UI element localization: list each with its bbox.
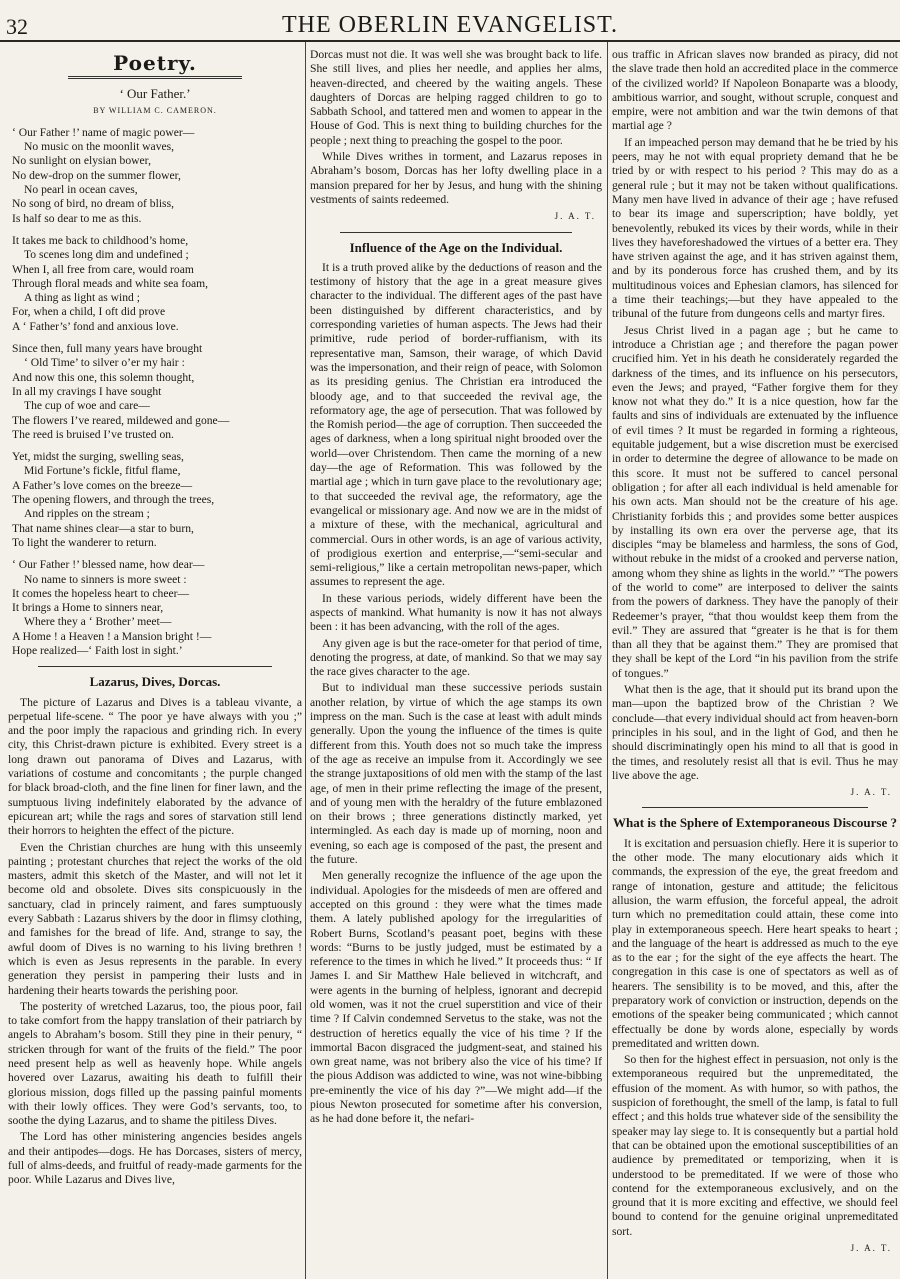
article-title-extemporaneous: What is the Sphere of Extemporaneous Discourse ? bbox=[613, 815, 897, 831]
poem-stanza bbox=[8, 126, 302, 226]
verse-line: And ripples on the stream ; bbox=[24, 507, 150, 521]
verse-line: No sunlight on elysian bower, bbox=[12, 154, 151, 168]
column-1 bbox=[8, 48, 302, 1275]
article-paragraph: The Lord has other ministering angencies besides angels and their antipodes—dogs. He has Dorcases, sisters of mercy, full of alms-deeds, and fruitful of ready-made garments for the poor. While Lazarus and Dives live, bbox=[8, 1130, 302, 1187]
article-paragraph: Jesus Christ lived in a pagan age ; but he came to introduce a Christian age ; and therefore the pagan power crucified him. Yet in his death he considerately regarded the darkness of the times, and its influence on his persecutors, even the Jews; and prayed, “Father forgive them for they know not what they do.” It is a nice question, how far the faults and sins of individuals are extenuated by the influence of evil times ? It must be regarded in forming a righteous, equitable judgement, but a wise discretion must be exercised in order to determine the degree of allowance to be made on this score. It must not be suffered to cancel personal obligation ; for after all each individual is held amenable for his own acts. Man should not be the creature of his age. Christianity forbids this ; and provides some better auspices by installing its own era over the perverse age, that its disciples “may be blameless and harmless, the sons of God, without rebuke in the midst of a crooked and perverse nation, among whom they shine as lights in the world.” “The powers of the world to come” are interposed to deliver the saints from the powers of darkness. They have the panoply of their Redeemer’s prayer, “that thou wouldst keep them from the evil.” They are assured that “greater is he that is for them than all they that be against them.” They are promised that they shall be kept of the Lord “in his pavilion from the strife of tongues.” bbox=[612, 323, 898, 680]
article-divider bbox=[642, 807, 868, 808]
verse-line: The flowers I’ve reared, mildewed and gone— bbox=[12, 413, 230, 427]
verse-line: No name to sinners is more sweet : bbox=[24, 572, 187, 586]
author-signature: J. A. T. bbox=[554, 211, 596, 222]
verse-line: The reed is bruised I’ve trusted on. bbox=[12, 427, 174, 441]
verse-line: It takes me back to childhood’s home, bbox=[12, 233, 189, 247]
article-paragraph: While Dives writhes in torment, and Lazarus reposes in Abraham’s bosom, Dorcas has her lofty dwelling place in a mansion prepared for her by Jesus, and hung with the shining vestments of saints redeemed. bbox=[310, 150, 602, 206]
verse-line: When I, all free from care, would roam bbox=[12, 262, 194, 276]
page-number: 32 bbox=[6, 14, 28, 39]
poem-body bbox=[8, 126, 302, 658]
article-paragraph: Any given age is but the race-ometer for that period of time, denoting the progress, at date, of mankind. So that we may say the race gives character to the age. bbox=[310, 636, 602, 679]
verse-line: No song of bird, no dream of bliss, bbox=[12, 197, 174, 211]
poetry-section-heading: Poetry. bbox=[113, 51, 197, 75]
author-signature: J. A. T. bbox=[850, 787, 892, 798]
verse-line: For, when a child, I oft did prove bbox=[12, 305, 166, 319]
poem-stanza bbox=[8, 558, 302, 658]
poem-stanza bbox=[8, 450, 302, 550]
article-title-lazarus: Lazarus, Dives, Dorcas. bbox=[89, 674, 221, 690]
article-paragraph: Men generally recognize the influence of the age upon the individual. Apologies for the misdeeds of men are offered and accepted on this ground : they were what the times made them. A lately published apology for the irregularities of Robert Burns, Scotland’s peasant poet, begins with these words: “Burns to be justly judged, must be estimated by a reference to the times in which he lived.” It proceeds thus: “ If James I. and Sir Matthew Hale believed in witchcraft, and were agents in the burning of helpless, ignorant and decrepid old women, was it not the cruel superstition and vice of their time ? If Calvin condemned Servetus to the stake, was not the destruction of heretics equally the vice of his time ? If the immortal Bacon disgraced the judgment-seat, and stained his own great name, was not bribery also the vice of his time? If the pious Addison was addicted to wine, was not wine-bibbing pre-eminently the vice of his day ?”—We might add—if the pious Newton prosecuted for sometime after his conversion, as he had done before it, the nefari- bbox=[310, 869, 602, 1126]
article-paragraph: ous traffic in African slaves now branded as piracy, did not the slave trade then hold an accredited place in the commerce of the civilized world? If Napoleon Bonaparte was a bloody, ambitious warrior, and sought, without scruple, conquest and empire, were not ambition and war the twin demons of that martial age ? bbox=[612, 48, 898, 133]
verse-line: Hope realized—‘ Faith lost in sight.’ bbox=[12, 643, 183, 657]
masthead bbox=[0, 0, 900, 42]
poem-stanza bbox=[8, 342, 302, 442]
verse-line: Mid Fortune’s fickle, fitful flame, bbox=[24, 464, 181, 478]
verse-line: Yet, midst the surging, swelling seas, bbox=[12, 450, 184, 464]
verse-line: It brings a Home to sinners near, bbox=[12, 601, 164, 615]
article-title-influence: Influence of the Age on the Individual. bbox=[349, 239, 563, 255]
verse-line: In all my cravings I have sought bbox=[12, 384, 162, 398]
verse-line: To scenes long dim and undefined ; bbox=[24, 248, 189, 262]
verse-line: ‘ Old Time’ to silver o’er my hair : bbox=[24, 356, 185, 370]
verse-line: Where they a ‘ Brother’ meet— bbox=[24, 615, 172, 629]
section-divider bbox=[68, 76, 242, 79]
verse-line: Through floral meads and white sea foam, bbox=[12, 276, 209, 290]
poem-title: ‘ Our Father.’ bbox=[119, 86, 191, 102]
verse-line: A Home ! a Heaven ! a Mansion bright !— bbox=[12, 629, 212, 643]
poem-stanza bbox=[8, 234, 302, 334]
author-signature: J. A. T. bbox=[850, 1243, 892, 1254]
article-paragraph: It is a truth proved alike by the deductions of reason and the testimony of history that the age in a great measure gives character to the individual. The different ages of the past have been distinguished by different characteristics, and by corresponding varieties of human aspects. The Jews had their primitive, rude period of border-ruffianism, with its representative man, Samson, their warage, of which David was the impersonation, and their reign of peace, with Solomon as its presiding genius. The Christian era introduced the bloody age, and to that succeeded the revival age, the reformatory age, the age of persecution. That was followed by the Romish period—the age of corruption. Then succeeded the ages of darkness, when a long spiritual night brooded over the world—over Christendom. Then came the morning of a new day—the age of Reformation. This was followed by the martial age ; which in turn gave place to the revolutionary age; to that succeeded the revival age, the reformatory, age the evangelical or missionary age. And now we are in the midst of a mixture of these, with the mechanical, agricultural and commercial. Ours in other words, is an age of various activity, of prodigious exertion and enterprise,—“semi-secular and semi-religious,” like a certain metropolitan news-paper, which assumes to represent the age. bbox=[310, 260, 602, 589]
verse-line: That name shines clear—a star to burn, bbox=[12, 521, 194, 535]
article-divider bbox=[38, 666, 272, 667]
verse-line: A thing as light as wind ; bbox=[24, 291, 140, 305]
article-paragraph: The picture of Lazarus and Dives is a tableau vivante, a perpetual life-scene. “ The poor ye have always with you ;” and the poor imply the rapacious and grinding rich. In every city, this Christ-drawn picture is exhibited. Every street is a long drawn out panorama of Dives and Lazarus, with variations of costume and concomitants ; the purple changed for black broad-cloth, and the fine linen for finer lawn, and the sumptuous living indefinitely elaborated by the advance of epicurean art; while the rags and sores of starvation still lend their horrors to heighten the effect of the picture. bbox=[8, 695, 302, 838]
article-paragraph: Dorcas must not die. It was well she was brought back to life. She still lives, and plies her needle, and applies her alms, heaven-directed, and cheered by the waiting angels. These daughters of Dorcas are helping ragged children to go to Sabbath School, and tattered men and women to appear in the House of God. This is next thing to building churches for the people ; next thing to preaching the gospel to the poor. bbox=[310, 48, 602, 147]
article-paragraph: Even the Christian churches are hung with this unseemly painting ; protestant churches that reject the works of the old masters, admit this sketch of the Master, and will not let it become old and obsolete. Dives sits conspicuously in the sanctuary, clad in princely raiment, and fares sumptuously every Sabbath : Lazarus shivers by the door in flimsy clothing, and famishes for the bread of life. And, strange to say, the awful doom of Dives is no warning to his living brethren ! which is even as Jesus represents in the parable. In every generation they persist in pampering their lusts and in hardening their hearts towards the perishing poor. bbox=[8, 840, 302, 997]
verse-line: No dew-drop on the summer flower, bbox=[12, 168, 181, 182]
verse-line: Is half so dear to me as this. bbox=[12, 211, 142, 225]
article-paragraph: The posterity of wretched Lazarus, too, the pious poor, fail to take comfort from the happy translation of their patriarch by angels to Abraham’s bosom. Still they pine in their penury, “ stricken through for want of the fruits of the field.” The poor need present help as well as heavenly hope. While angels hovered over Lazarus, awaiting his death to fulfill their glorious mission, dogs filled up the passing painful moments with their lowly offices. They were God’s servants, too, to soothe the dying Lazarus, and to shame the pitiless Dives. bbox=[8, 999, 302, 1128]
column-2 bbox=[310, 48, 602, 1275]
verse-line: ‘ Our Father !’ blessed name, how dear— bbox=[12, 558, 205, 572]
article-paragraph: In these various periods, widely different have been the aspects of mankind. What humanity is now it has not always been : it has been advancing, with the roll of the ages. bbox=[310, 591, 602, 634]
verse-line: ‘ Our Father !’ name of magic power— bbox=[12, 125, 195, 139]
verse-line: And now this one, this solemn thought, bbox=[12, 370, 195, 384]
column-3 bbox=[612, 48, 898, 1275]
poem-byline: BY WILLIAM C. CAMERON. bbox=[93, 105, 217, 115]
verse-line: No music on the moonlit waves, bbox=[24, 140, 175, 154]
article-paragraph: So then for the highest effect in persuasion, not only is the extemporaneous required but the unpremeditated, the effusion of the moment. As with humor, so with pathos, the suspicion of forethought, the smell of the lamp, is fatal to full effect ; and this holds true whatever side of the sensibility the speaker may lay siege to. It is consequently but a partial hold that can be obtained upon the emotional susceptibilities of an audience by premeditated or temporizing, when it is understood to be premeditated. If we were of those who contend for the extemporaneous exclusively, and on the ground that it is more exciting and effective, we should feel bound to contend for the genuine original unpremeditated sort. bbox=[612, 1053, 898, 1238]
article-paragraph: But to individual man these successive periods sustain another relation, by virtue of which the age stamps its own impress on the man. Such is the case at least with adult minds generally. Upon the young the influence of the times is quite different from this. Youth does not so much take the impress of the age as receive an impulse from it. Accordingly we see the strange juxtapositions of old men with the stamp of the last age, of men in their prime reflecting the image of the present, and of young men with the heraldry of the future emblazoned on their brows ; three generations distinctly marked, yet intermingled. As each day is made up of morning, noon and evening, so each age is composed of the past, the present and the future. bbox=[310, 681, 602, 867]
verse-line: The cup of woe and care— bbox=[24, 399, 150, 413]
verse-line: A ‘ Father’s’ fond and anxious love. bbox=[12, 319, 179, 333]
verse-line: A Father’s love comes on the breeze— bbox=[12, 478, 193, 492]
article-divider bbox=[340, 232, 572, 233]
newspaper-title: THE OBERLIN EVANGELIST. bbox=[281, 12, 619, 38]
verse-line: It comes the hopeless heart to cheer— bbox=[12, 586, 190, 600]
verse-line: The opening flowers, and through the trees, bbox=[12, 493, 215, 507]
article-paragraph: It is excitation and persuasion chiefly. Here it is superior to the other mode. The many elocutionary aids which it commands, the expression of the eye, the great freedom and range of intonation, gesture and attitude; the felicitous allusion, the warm effusion, the forceful appeal, the adroit turn which no premeditation could attain, these come into play in extemporaneous speech. Here heart speaks to heart ; and the language of the heart is addressed as much to the eye as to the ear ; for the sight of the eye affects the heart. The congregation in this case is one of spectators as well as of hearers. The sensibility is to be moved, and this, after the preparatory work of conviction or instruction, depends on the emotions of the speaker being communicated ; which cannot effectually be done by words alone, especially by words premeditated and written down. bbox=[612, 836, 898, 1050]
article-paragraph: If an impeached person may demand that he be tried by his peers, may he not with equal propriety demand that he be tried by or with respect to his period ? This may do as a general rule ; but it may not be taken without qualifications. Many men have lived in advance of their age ; have refused to bear its image and superscription; have boldly, yet benevolently, rebuked its vices by their words, while in their lives they haveforeshadowed the virtues of a better era. They have striven against the age, and it has striven against them, and by its ponderous force has crushed them, and by its multitudinous voices and Ephesian clamors, has silenced for a time their teachings;—but they have appealed to the tribunal of the future from dungeons cells and martyr fires. bbox=[612, 135, 898, 321]
column-rule-1 bbox=[305, 42, 306, 1279]
verse-line: Since then, full many years have brought bbox=[12, 342, 203, 356]
article-paragraph: What then is the age, that it should put its brand upon the man—upon the baptized brow of the Christian ? We conclude—that every individual should act from heaven-born principles in his soul, and in the light of God, and then he should discriminatingly open his mind to all that is good in the times, and resolutely resist all that is evil. Thus he may live above the age. bbox=[612, 683, 898, 782]
verse-line: No pearl in ocean caves, bbox=[24, 183, 138, 197]
column-rule-2 bbox=[607, 42, 608, 1279]
verse-line: To light the wanderer to return. bbox=[12, 535, 157, 549]
